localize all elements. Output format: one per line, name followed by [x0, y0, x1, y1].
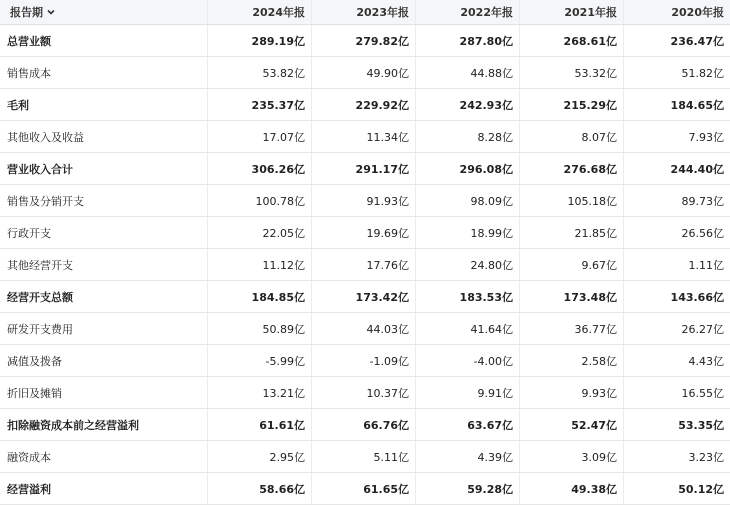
table-row [0, 313, 730, 345]
table-header [0, 0, 730, 25]
value-cell: 3.23亿 [688, 450, 724, 464]
chevron-down-icon [46, 7, 56, 17]
row-label: 经营开支总额 [0, 281, 208, 312]
value-cell: 18.99亿 [416, 217, 520, 248]
value-cell: 26.27亿 [681, 322, 724, 336]
report-period-label: 报告期 [10, 6, 43, 19]
value-cell: 53.32亿 [520, 57, 624, 88]
row-label: 毛利 [0, 89, 208, 120]
value-cell: 66.76亿 [312, 409, 416, 440]
value-cell: 306.26亿 [208, 153, 312, 184]
value-cell: 49.38亿 [520, 473, 624, 504]
table-row [0, 249, 730, 281]
value-cell: 173.48亿 [520, 281, 624, 312]
table-row [0, 217, 730, 249]
value-cell: 22.05亿 [208, 217, 312, 248]
report-period-dropdown[interactable] [10, 4, 56, 20]
value-cell: 17.07亿 [208, 121, 312, 152]
value-cell: 183.53亿 [416, 281, 520, 312]
table-row [0, 25, 730, 57]
table-row [0, 473, 730, 505]
value-cell: 279.82亿 [312, 25, 416, 56]
value-cell: 58.66亿 [208, 473, 312, 504]
table-row [0, 441, 730, 473]
value-cell: 289.19亿 [208, 25, 312, 56]
value-cell: 13.21亿 [208, 377, 312, 408]
value-cell: 91.93亿 [312, 185, 416, 216]
value-cell: 143.66亿 [670, 290, 724, 304]
value-cell: 3.09亿 [520, 441, 624, 472]
row-label: 销售成本 [0, 57, 208, 88]
value-cell: 41.64亿 [416, 313, 520, 344]
table-row [0, 377, 730, 409]
value-cell: 287.80亿 [416, 25, 520, 56]
value-cell: 291.17亿 [312, 153, 416, 184]
row-label: 总营业额 [0, 25, 208, 56]
value-cell: 184.85亿 [208, 281, 312, 312]
value-cell: 50.12亿 [678, 482, 724, 496]
value-cell: 49.90亿 [312, 57, 416, 88]
value-cell: 9.93亿 [520, 377, 624, 408]
table-body [0, 25, 730, 505]
value-cell: 19.69亿 [312, 217, 416, 248]
row-label: 融资成本 [0, 441, 208, 472]
row-label: 行政开支 [0, 217, 208, 248]
value-cell: 44.88亿 [416, 57, 520, 88]
value-cell: 7.93亿 [688, 130, 724, 144]
value-cell: 268.61亿 [520, 25, 624, 56]
value-cell: 8.28亿 [416, 121, 520, 152]
value-cell: 100.78亿 [208, 185, 312, 216]
value-cell: 9.91亿 [416, 377, 520, 408]
value-cell: 215.29亿 [520, 89, 624, 120]
row-label: 折旧及摊销 [0, 377, 208, 408]
value-cell: 36.77亿 [520, 313, 624, 344]
row-label: 经营溢利 [0, 473, 208, 504]
row-label: 销售及分销开支 [0, 185, 208, 216]
column-header-year: 2022年报 [416, 0, 520, 24]
value-cell: 50.89亿 [208, 313, 312, 344]
period-header-cell [0, 0, 208, 24]
table-row [0, 345, 730, 377]
column-header-year: 2020年报 [671, 6, 724, 19]
value-cell: 236.47亿 [670, 34, 724, 48]
value-cell: 89.73亿 [681, 194, 724, 208]
value-cell: 52.47亿 [520, 409, 624, 440]
value-cell: 8.07亿 [520, 121, 624, 152]
value-cell: 44.03亿 [312, 313, 416, 344]
value-cell: 11.34亿 [312, 121, 416, 152]
value-cell: -5.99亿 [208, 345, 312, 376]
row-label: 其他经营开支 [0, 249, 208, 280]
table-row [0, 185, 730, 217]
value-cell: 296.08亿 [416, 153, 520, 184]
value-cell: 98.09亿 [416, 185, 520, 216]
value-cell: 9.67亿 [520, 249, 624, 280]
value-cell: 21.85亿 [520, 217, 624, 248]
column-header-year: 2021年报 [520, 0, 624, 24]
table-row [0, 409, 730, 441]
value-cell: 16.55亿 [681, 386, 724, 400]
table-row [0, 89, 730, 121]
row-label: 研发开支费用 [0, 313, 208, 344]
value-cell: 59.28亿 [416, 473, 520, 504]
value-cell: 242.93亿 [416, 89, 520, 120]
value-cell: -1.09亿 [312, 345, 416, 376]
value-cell: 53.82亿 [208, 57, 312, 88]
value-cell: 24.80亿 [416, 249, 520, 280]
value-cell: 105.18亿 [520, 185, 624, 216]
value-cell: 244.40亿 [670, 162, 724, 176]
value-cell: 4.39亿 [416, 441, 520, 472]
value-cell: 61.65亿 [312, 473, 416, 504]
value-cell: 53.35亿 [678, 418, 724, 432]
row-label: 减值及拨备 [0, 345, 208, 376]
value-cell: 235.37亿 [208, 89, 312, 120]
value-cell: 17.76亿 [312, 249, 416, 280]
value-cell: 229.92亿 [312, 89, 416, 120]
table-row [0, 57, 730, 89]
value-cell: 11.12亿 [208, 249, 312, 280]
value-cell: 1.11亿 [688, 258, 724, 272]
value-cell: 276.68亿 [520, 153, 624, 184]
value-cell: 4.43亿 [688, 354, 724, 368]
value-cell: 10.37亿 [312, 377, 416, 408]
value-cell: 61.61亿 [208, 409, 312, 440]
row-label: 扣除融资成本前之经营溢利 [0, 409, 208, 440]
value-cell: 51.82亿 [681, 66, 724, 80]
value-cell: 184.65亿 [670, 98, 724, 112]
value-cell: 63.67亿 [416, 409, 520, 440]
row-label: 其他收入及收益 [0, 121, 208, 152]
value-cell: -4.00亿 [416, 345, 520, 376]
table-row [0, 153, 730, 185]
column-header-year: 2024年报 [208, 0, 312, 24]
value-cell: 5.11亿 [312, 441, 416, 472]
table-row [0, 121, 730, 153]
value-cell: 2.58亿 [520, 345, 624, 376]
value-cell: 173.42亿 [312, 281, 416, 312]
value-cell: 26.56亿 [681, 226, 724, 240]
value-cell: 2.95亿 [208, 441, 312, 472]
table-row [0, 281, 730, 313]
row-label: 营业收入合计 [0, 153, 208, 184]
column-header-year: 2023年报 [312, 0, 416, 24]
